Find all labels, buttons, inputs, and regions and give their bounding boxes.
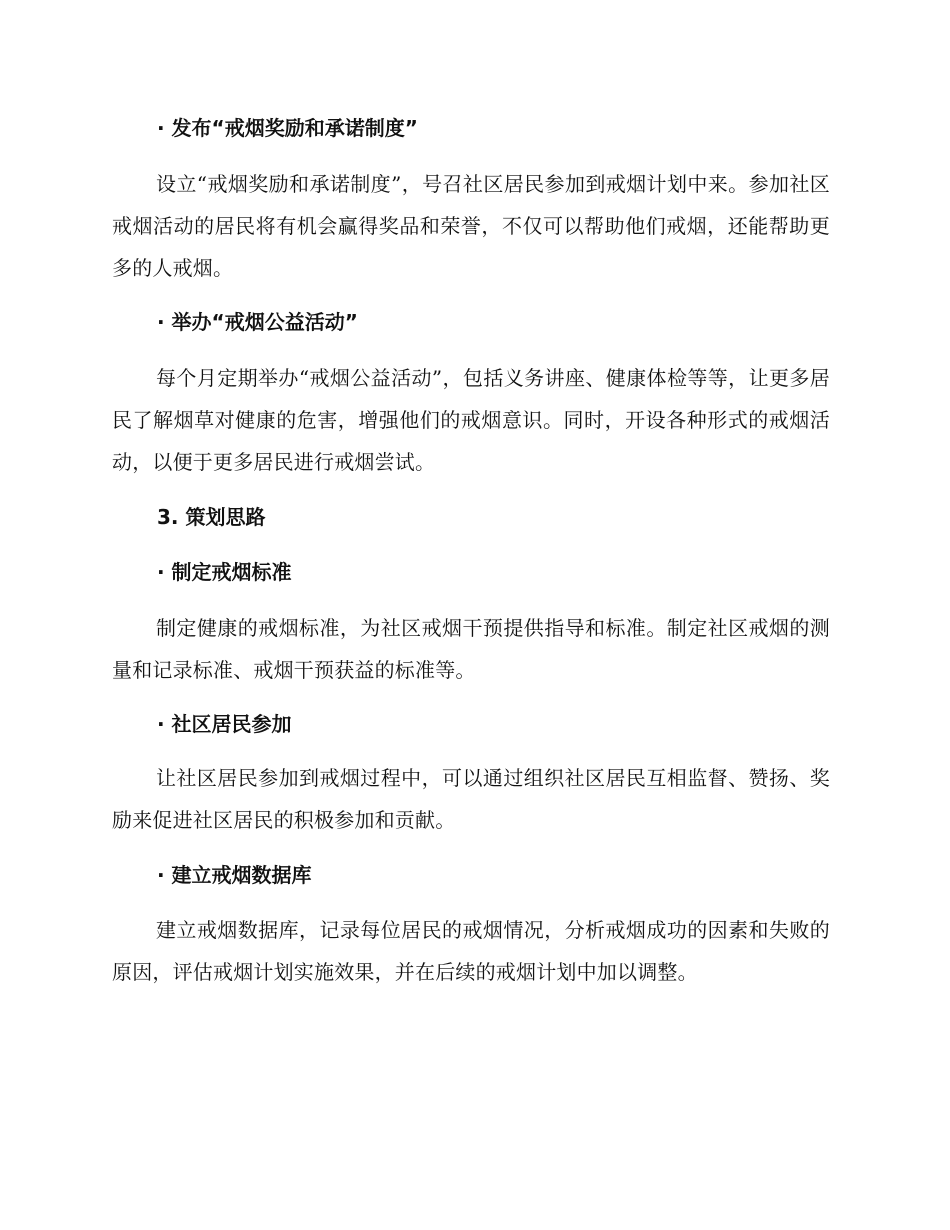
section-title-planning-ideas: 3. 策划思路 (157, 505, 266, 529)
section-heading-reward-system: · 发布“戒烟奖励和承诺制度” (157, 116, 418, 140)
section-heading-resident-participation: · 社区居民参加 (157, 712, 292, 736)
section-heading-database: · 建立戒烟数据库 (157, 863, 312, 887)
paragraph-resident-participation: 让社区居民参加到戒烟过程中，可以通过组织社区居民互相监督、赞扬、奖励来促进社区居民的积极参加和贡献。 (112, 766, 830, 832)
paragraph-reward-system: 设立“戒烟奖励和承诺制度”，号召社区居民参加到戒烟计划中来。参加社区戒烟活动的居民将有机会赢得奖品和荣誉，不仅可以帮助他们戒烟，还能帮助更多的人戒烟。 (112, 172, 830, 280)
paragraph-database: 建立戒烟数据库，记录每位居民的戒烟情况，分析戒烟成功的因素和失败的原因，评估戒烟计划实施效果，并在后续的戒烟计划中加以调整。 (112, 918, 830, 984)
section-heading-standards: · 制定戒烟标准 (157, 560, 292, 584)
section-heading-public-welfare: · 举办“戒烟公益活动” (157, 310, 358, 334)
paragraph-public-welfare: 每个月定期举办“戒烟公益活动”，包括义务讲座、健康体检等等，让更多居民了解烟草对健康的危害，增强他们的戒烟意识。同时，开设各种形式的戒烟活动，以便于更多居民进行戒烟尝试。 (112, 366, 830, 474)
paragraph-standards: 制定健康的戒烟标准，为社区戒烟干预提供指导和标准。制定社区戒烟的测量和记录标准、戒烟干预获益的标准等。 (112, 616, 830, 682)
